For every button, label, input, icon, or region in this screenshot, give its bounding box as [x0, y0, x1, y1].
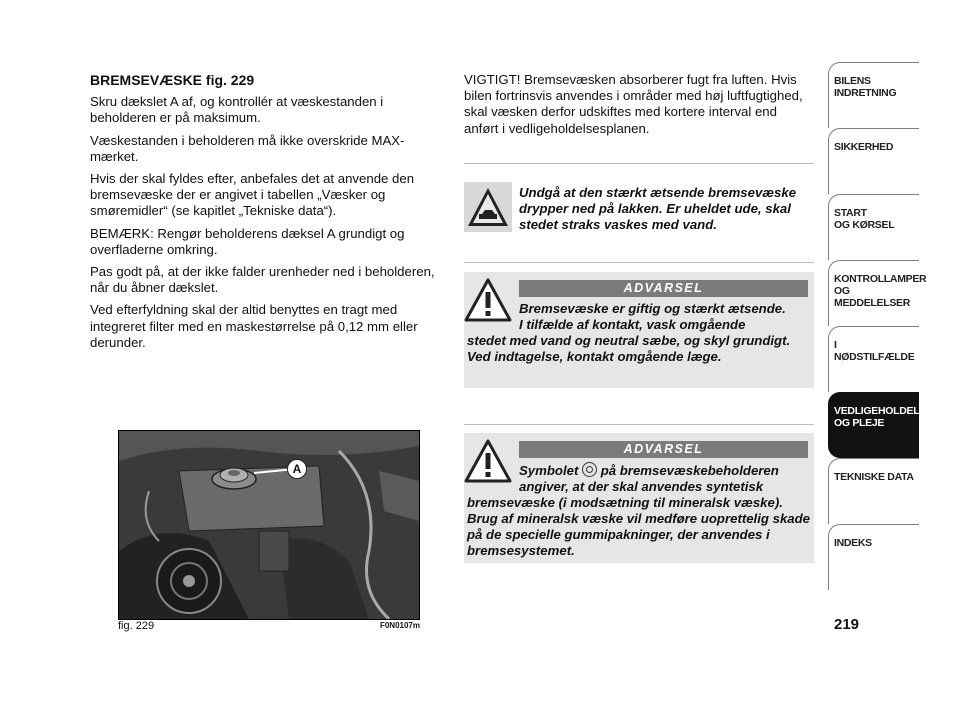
- figure-code: F0N0107m: [379, 621, 420, 630]
- paragraph: BEMÆRK: Rengør beholderens dæksel A grundigt og overfladerne omkring.: [90, 225, 405, 257]
- tab-i-nodstilfaelde[interactable]: I NØDSTILFÆLDE: [828, 326, 919, 392]
- engine-bay-illustration: [119, 431, 419, 619]
- warning-text: [467, 462, 811, 559]
- paragraph: Væskestanden i beholderen må ikke overskride MAX-mærket.: [90, 132, 405, 164]
- warning-line: bremsevæske (i modsætning til mineralsk væske). Brug af mineralsk væske vil medføre uoprettelig skade på de specielle gummipakninger, der anvendes i bremsesystemet.: [467, 495, 810, 558]
- caution-text: Undgå at den stærkt ætsende bremsevæske drypper ned på lakken. Er uheldet ude, skal stedet straks vaskes med vand.: [519, 185, 797, 232]
- figure-label: fig. 229: [118, 620, 155, 632]
- synthetic-fluid-symbol-icon: [582, 462, 597, 477]
- tab-vedligeholdelse[interactable]: VEDLIGEHOLDELSE OG PLEJE: [828, 392, 919, 458]
- warning-post: på bremsevæskebeholderen: [600, 463, 779, 478]
- tab-sikkerhed[interactable]: SIKKERHED: [828, 128, 919, 194]
- warning-line: I tilfælde af kontakt, vask omgående: [519, 317, 746, 332]
- warning-pre: Symbolet: [519, 463, 579, 478]
- important-note: VIGTIGT! Bremsevæsken absorberer fugt fra luften. Hvis bilen fortrinsvis anvendes i områder med høj luftfugtighed, skal væsken derfor udskiftes med kortere interval end anført i vedligeholdelsesplanen.: [464, 72, 803, 136]
- warning-line: angiver, at der skal anvendes syntetisk: [519, 479, 764, 494]
- paragraph: Hvis der skal fyldes efter, anbefales det at anvende den bremsevæske der er angivet i tabellen „Væsker og smøremidler“ (se kapitlet „Tekniske data“).: [90, 171, 415, 219]
- section-heading: BREMSEVÆSKE fig. 229: [90, 72, 255, 88]
- left-column: [90, 72, 435, 357]
- callout-a-label: A: [292, 462, 302, 476]
- tab-indeks[interactable]: INDEKS: [828, 524, 919, 590]
- divider: [464, 424, 814, 425]
- warning-title: ADVARSEL: [519, 280, 808, 297]
- caution-note: [464, 178, 814, 254]
- warning-line: Bremsevæske er giftig og stærkt ætsende.: [519, 301, 786, 316]
- engine-bay-figure: [118, 430, 420, 620]
- warning-box-2: [464, 433, 814, 563]
- car-paint-caution-icon: [464, 182, 512, 232]
- warning-line: [467, 462, 811, 479]
- warning-box-1: [464, 272, 814, 388]
- chapter-sidebar: [828, 62, 933, 590]
- figure-caption: [118, 620, 420, 636]
- tab-start-og-korsel[interactable]: START OG KØRSEL: [828, 194, 919, 260]
- page-number: 219: [834, 616, 860, 633]
- divider: [464, 163, 814, 164]
- paragraph: Skru dækslet A af, og kontrollér at væskestanden i beholderen er på maksimum.: [90, 94, 384, 126]
- warning-title: ADVARSEL: [519, 441, 808, 458]
- tab-tekniske-data[interactable]: TEKNISKE DATA: [828, 458, 919, 524]
- tab-kontrollamper[interactable]: KONTROLLAMPER OG MEDDELELSER: [828, 260, 919, 326]
- paragraph: Pas godt på, at der ikke falder urenheder ned i beholderen, når du åbner dækslet.: [90, 264, 435, 296]
- warning-text: [467, 301, 811, 365]
- paragraph: Ved efterfyldning skal der altid benyttes en tragt med integreret filter med en maskestørrelse på 0,12 mm eller derunder.: [90, 302, 418, 350]
- tab-bilens-indretning[interactable]: BILENS INDRETNING: [828, 62, 919, 128]
- callout-a-badge: [287, 459, 307, 479]
- warning-line: stedet med vand og neutral sæbe, og skyl grundigt. Ved indtagelse, kontakt omgående læge.: [467, 333, 791, 364]
- divider: [464, 262, 814, 263]
